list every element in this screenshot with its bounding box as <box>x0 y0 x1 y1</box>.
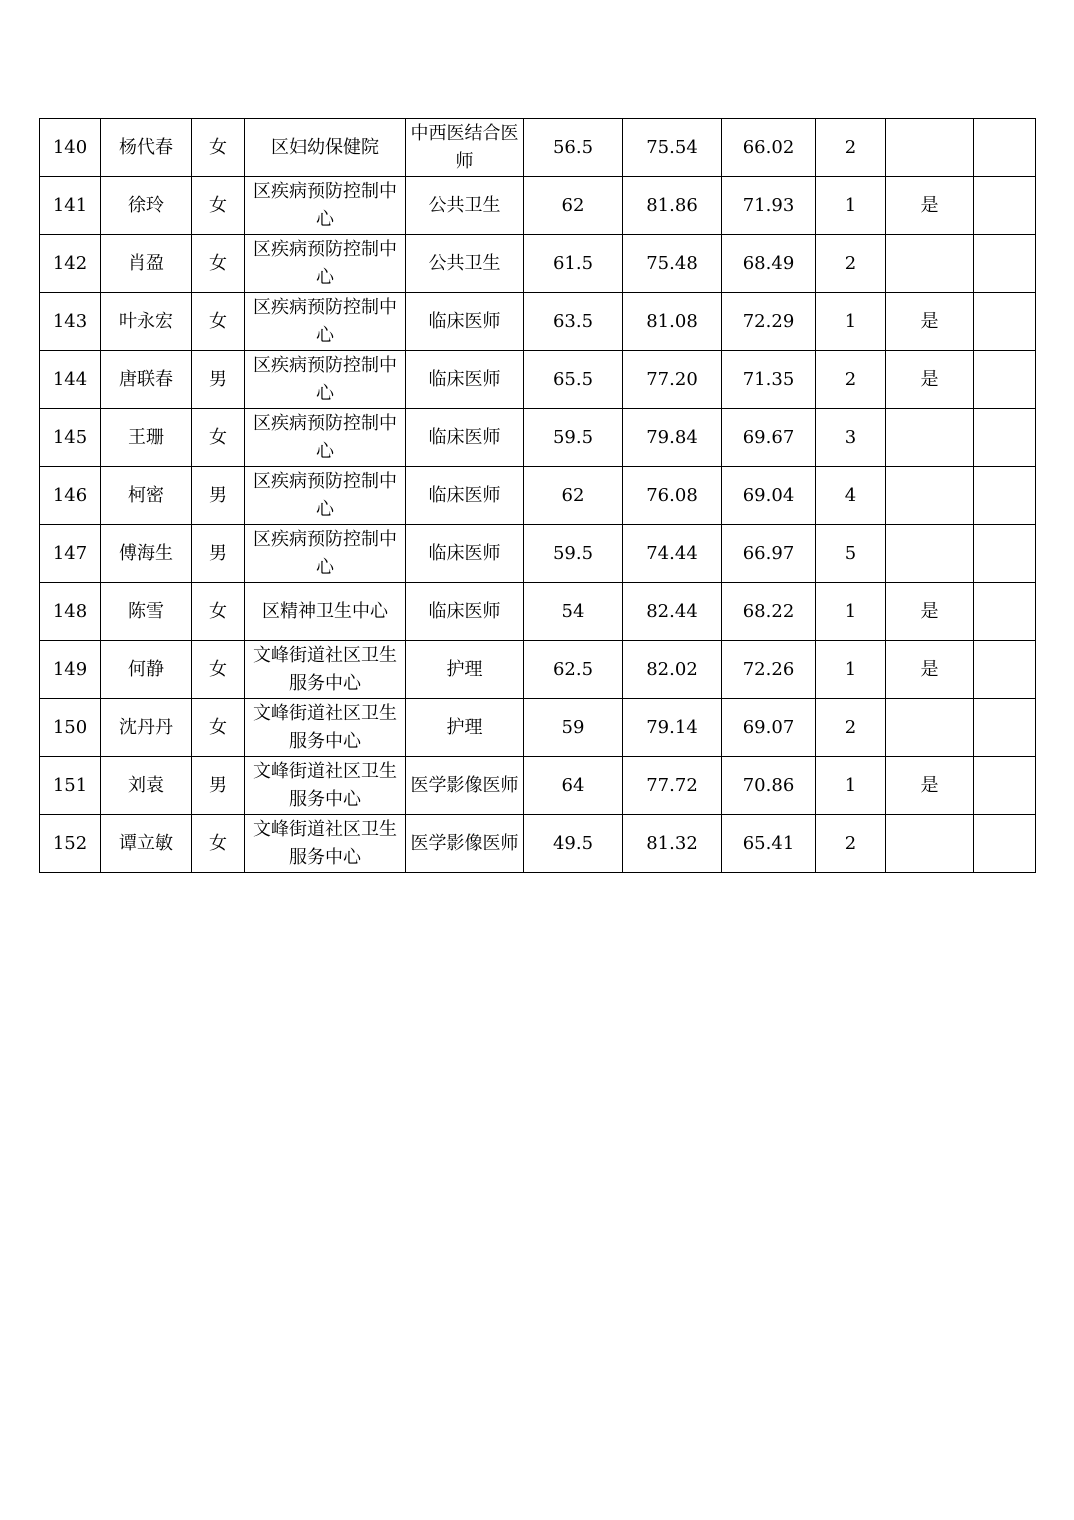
cell-remark <box>974 815 1036 873</box>
cell-total-score: 66.97 <box>722 525 816 583</box>
cell-position: 临床医师 <box>406 467 524 525</box>
cell-number: 143 <box>40 293 101 351</box>
cell-position: 临床医师 <box>406 351 524 409</box>
cell-gender: 女 <box>192 119 245 177</box>
cell-total-score: 65.41 <box>722 815 816 873</box>
cell-rank: 1 <box>816 641 886 699</box>
cell-interview-score: 82.44 <box>623 583 722 641</box>
cell-rank: 2 <box>816 699 886 757</box>
cell-rank: 1 <box>816 583 886 641</box>
cell-written-score: 54 <box>524 583 623 641</box>
cell-interview-score: 77.72 <box>623 757 722 815</box>
cell-interview-score: 81.08 <box>623 293 722 351</box>
cell-remark <box>974 351 1036 409</box>
cell-unit: 文峰街道社区卫生服务中心 <box>245 699 406 757</box>
cell-position: 中西医结合医师 <box>406 119 524 177</box>
cell-remark <box>974 119 1036 177</box>
cell-total-score: 66.02 <box>722 119 816 177</box>
cell-written-score: 64 <box>524 757 623 815</box>
cell-rank: 2 <box>816 119 886 177</box>
cell-unit: 区疾病预防控制中心 <box>245 525 406 583</box>
cell-selected: 是 <box>886 583 974 641</box>
cell-number: 147 <box>40 525 101 583</box>
cell-written-score: 62 <box>524 177 623 235</box>
cell-interview-score: 76.08 <box>623 467 722 525</box>
cell-total-score: 71.93 <box>722 177 816 235</box>
cell-unit: 区疾病预防控制中心 <box>245 467 406 525</box>
cell-gender: 男 <box>192 525 245 583</box>
cell-interview-score: 74.44 <box>623 525 722 583</box>
cell-unit: 区精神卫生中心 <box>245 583 406 641</box>
cell-selected: 是 <box>886 351 974 409</box>
cell-selected: 是 <box>886 641 974 699</box>
cell-gender: 女 <box>192 409 245 467</box>
cell-number: 140 <box>40 119 101 177</box>
cell-interview-score: 79.84 <box>623 409 722 467</box>
cell-number: 148 <box>40 583 101 641</box>
cell-written-score: 62.5 <box>524 641 623 699</box>
cell-unit: 文峰街道社区卫生服务中心 <box>245 815 406 873</box>
table-row <box>40 409 1036 467</box>
cell-unit: 区疾病预防控制中心 <box>245 177 406 235</box>
cell-written-score: 56.5 <box>524 119 623 177</box>
cell-gender: 女 <box>192 583 245 641</box>
cell-name: 徐玲 <box>101 177 192 235</box>
table-row <box>40 525 1036 583</box>
cell-rank: 3 <box>816 409 886 467</box>
cell-selected: 是 <box>886 293 974 351</box>
cell-rank: 5 <box>816 525 886 583</box>
cell-name: 王珊 <box>101 409 192 467</box>
cell-remark <box>974 467 1036 525</box>
cell-gender: 女 <box>192 177 245 235</box>
cell-remark <box>974 409 1036 467</box>
cell-gender: 女 <box>192 235 245 293</box>
cell-number: 152 <box>40 815 101 873</box>
cell-total-score: 68.22 <box>722 583 816 641</box>
cell-unit: 文峰街道社区卫生服务中心 <box>245 757 406 815</box>
table-row <box>40 757 1036 815</box>
cell-unit: 区妇幼保健院 <box>245 119 406 177</box>
cell-number: 146 <box>40 467 101 525</box>
cell-remark <box>974 293 1036 351</box>
cell-unit: 区疾病预防控制中心 <box>245 293 406 351</box>
cell-interview-score: 75.48 <box>623 235 722 293</box>
cell-name: 何静 <box>101 641 192 699</box>
table-row <box>40 293 1036 351</box>
cell-remark <box>974 583 1036 641</box>
cell-rank: 1 <box>816 177 886 235</box>
table-row <box>40 177 1036 235</box>
cell-selected <box>886 525 974 583</box>
cell-position: 公共卫生 <box>406 177 524 235</box>
cell-gender: 男 <box>192 467 245 525</box>
cell-selected <box>886 699 974 757</box>
results-table <box>39 118 1036 873</box>
cell-remark <box>974 177 1036 235</box>
cell-number: 145 <box>40 409 101 467</box>
cell-remark <box>974 235 1036 293</box>
cell-unit: 文峰街道社区卫生服务中心 <box>245 641 406 699</box>
cell-number: 150 <box>40 699 101 757</box>
cell-gender: 男 <box>192 351 245 409</box>
table-row <box>40 699 1036 757</box>
cell-total-score: 68.49 <box>722 235 816 293</box>
cell-rank: 1 <box>816 293 886 351</box>
cell-selected <box>886 119 974 177</box>
cell-interview-score: 79.14 <box>623 699 722 757</box>
cell-interview-score: 82.02 <box>623 641 722 699</box>
cell-interview-score: 77.20 <box>623 351 722 409</box>
cell-total-score: 70.86 <box>722 757 816 815</box>
cell-gender: 女 <box>192 293 245 351</box>
cell-rank: 4 <box>816 467 886 525</box>
cell-position: 临床医师 <box>406 293 524 351</box>
cell-selected: 是 <box>886 177 974 235</box>
cell-position: 临床医师 <box>406 583 524 641</box>
cell-name: 叶永宏 <box>101 293 192 351</box>
cell-written-score: 59.5 <box>524 525 623 583</box>
cell-selected <box>886 815 974 873</box>
cell-total-score: 71.35 <box>722 351 816 409</box>
cell-total-score: 72.29 <box>722 293 816 351</box>
cell-number: 141 <box>40 177 101 235</box>
cell-interview-score: 81.32 <box>623 815 722 873</box>
cell-selected: 是 <box>886 757 974 815</box>
cell-written-score: 61.5 <box>524 235 623 293</box>
cell-remark <box>974 757 1036 815</box>
cell-position: 护理 <box>406 699 524 757</box>
cell-unit: 区疾病预防控制中心 <box>245 409 406 467</box>
cell-position: 临床医师 <box>406 525 524 583</box>
cell-number: 144 <box>40 351 101 409</box>
cell-name: 谭立敏 <box>101 815 192 873</box>
cell-name: 刘袁 <box>101 757 192 815</box>
cell-remark <box>974 641 1036 699</box>
cell-rank: 2 <box>816 815 886 873</box>
cell-written-score: 59 <box>524 699 623 757</box>
table-row <box>40 467 1036 525</box>
cell-name: 柯密 <box>101 467 192 525</box>
cell-written-score: 59.5 <box>524 409 623 467</box>
cell-remark <box>974 525 1036 583</box>
cell-unit: 区疾病预防控制中心 <box>245 235 406 293</box>
cell-position: 公共卫生 <box>406 235 524 293</box>
table-row <box>40 815 1036 873</box>
table-row <box>40 641 1036 699</box>
cell-number: 142 <box>40 235 101 293</box>
cell-name: 沈丹丹 <box>101 699 192 757</box>
cell-remark <box>974 699 1036 757</box>
table-row <box>40 583 1036 641</box>
cell-rank: 2 <box>816 235 886 293</box>
cell-written-score: 63.5 <box>524 293 623 351</box>
cell-written-score: 49.5 <box>524 815 623 873</box>
table-body <box>40 119 1036 873</box>
cell-gender: 男 <box>192 757 245 815</box>
cell-total-score: 69.07 <box>722 699 816 757</box>
cell-name: 肖盈 <box>101 235 192 293</box>
cell-unit: 区疾病预防控制中心 <box>245 351 406 409</box>
cell-gender: 女 <box>192 815 245 873</box>
cell-position: 护理 <box>406 641 524 699</box>
cell-name: 唐联春 <box>101 351 192 409</box>
cell-interview-score: 75.54 <box>623 119 722 177</box>
cell-position: 医学影像医师 <box>406 815 524 873</box>
cell-gender: 女 <box>192 641 245 699</box>
cell-rank: 2 <box>816 351 886 409</box>
cell-selected <box>886 467 974 525</box>
cell-selected <box>886 409 974 467</box>
cell-name: 杨代春 <box>101 119 192 177</box>
cell-number: 149 <box>40 641 101 699</box>
cell-number: 151 <box>40 757 101 815</box>
cell-total-score: 69.04 <box>722 467 816 525</box>
cell-written-score: 65.5 <box>524 351 623 409</box>
cell-interview-score: 81.86 <box>623 177 722 235</box>
cell-name: 陈雪 <box>101 583 192 641</box>
cell-selected <box>886 235 974 293</box>
cell-gender: 女 <box>192 699 245 757</box>
table-row <box>40 235 1036 293</box>
table-row <box>40 351 1036 409</box>
table-row <box>40 119 1036 177</box>
cell-position: 临床医师 <box>406 409 524 467</box>
cell-rank: 1 <box>816 757 886 815</box>
cell-total-score: 69.67 <box>722 409 816 467</box>
cell-total-score: 72.26 <box>722 641 816 699</box>
cell-name: 傅海生 <box>101 525 192 583</box>
cell-position: 医学影像医师 <box>406 757 524 815</box>
cell-written-score: 62 <box>524 467 623 525</box>
